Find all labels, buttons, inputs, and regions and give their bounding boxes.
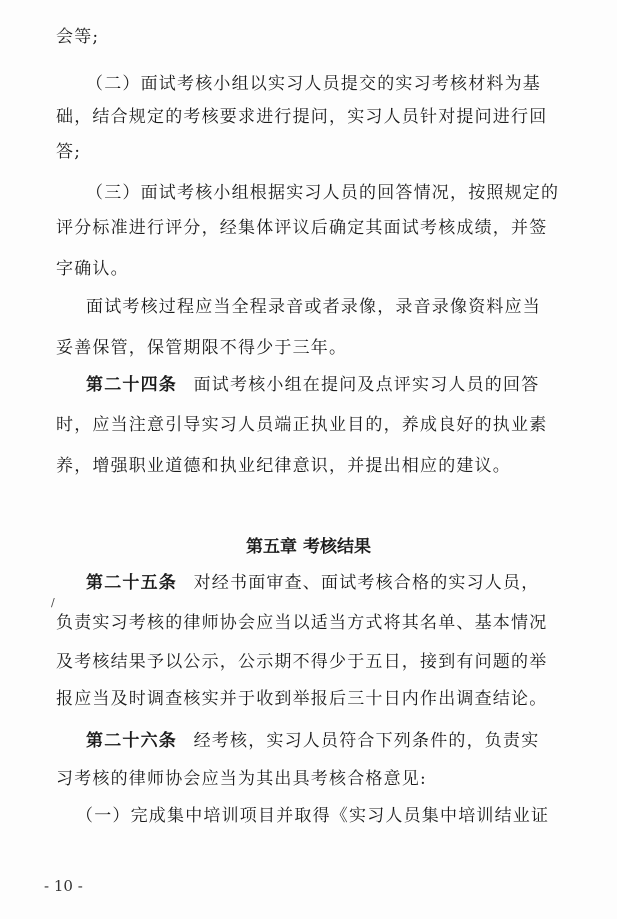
article-24-paragraph	[86, 374, 617, 396]
text-line: 础，结合规定的考核要求进行提问，实习人员针对提问进行回	[56, 107, 548, 127]
article-25-paragraph	[86, 572, 617, 594]
text-line: （二）面试考核小组以实习人员提交的实习考核材料为基	[86, 74, 541, 94]
text-line: 经考核，实习人员符合下列条件的，负责实	[193, 731, 540, 751]
article-heading: 第二十四条	[86, 375, 177, 395]
article-26-paragraph	[86, 730, 617, 752]
text-line: 评分标准进行评分，经集体评议后确定其面试考核成绩，并签	[56, 218, 548, 238]
text-line: 习考核的律师协会应当为其出具考核合格意见:	[56, 769, 427, 789]
text-line: 答;	[56, 142, 82, 162]
article-heading: 第二十六条	[86, 731, 177, 751]
text-line: 妥善保管，保管期限不得少于三年。	[56, 338, 348, 358]
text-line: 负责实习考核的律师协会应当以适当方式将其名单、基本情况	[56, 613, 548, 633]
text-line: （一）完成集中培训项目并取得《实习人员集中培训结业证	[76, 806, 550, 826]
text-line: 对经书面审查、面试考核合格的实习人员，	[193, 573, 540, 593]
text-line: 时，应当注意引导实习人员端正执业目的，养成良好的执业素	[56, 415, 548, 435]
text-line: 报应当及时调查核实并于收到举报后三十日内作出调查结论。	[56, 689, 548, 709]
chapter-title: 第五章 考核结果	[246, 537, 371, 557]
margin-mark: /	[51, 596, 55, 609]
text-line: 及考核结果予以公示，公示期不得少于五日，接到有问题的举	[56, 652, 548, 672]
page-number: - 10 -	[44, 877, 83, 895]
text-line: 养，增强职业道德和执业纪律意识，并提出相应的建议。	[56, 456, 511, 476]
text-line: 字确认。	[56, 259, 129, 279]
text-line: （三）面试考核小组根据实习人员的回答情况，按照规定的	[86, 183, 560, 203]
text-line: 面试考核过程应当全程录音或者录像，录音录像资料应当	[86, 297, 541, 317]
article-heading: 第二十五条	[86, 573, 177, 593]
text-line: 面试考核小组在提问及点评实习人员的回答	[193, 375, 540, 395]
text-line: 会等;	[56, 27, 100, 47]
